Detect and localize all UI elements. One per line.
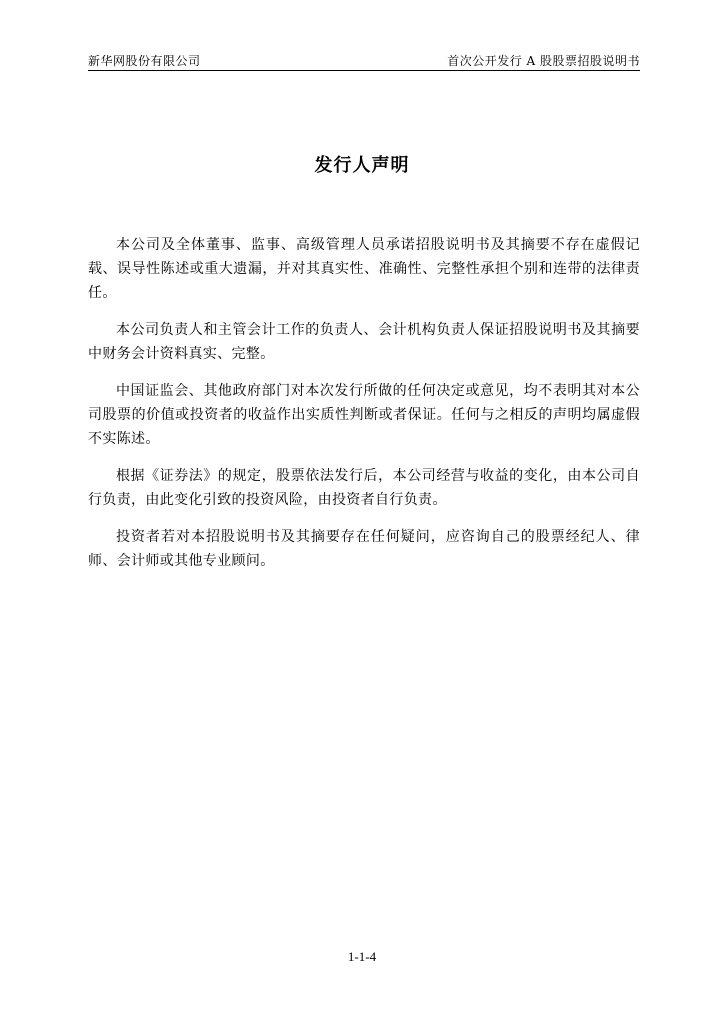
declaration-body xyxy=(88,233,640,586)
paragraph-5: 投资者若对本招股说明书及其摘要存在任何疑问，应咨询自己的股票经纪人、律师、会计师或其他专业顾问。 xyxy=(88,529,640,569)
page-number: 1-1-4 xyxy=(347,949,377,964)
header-divider xyxy=(88,70,640,71)
paragraph-2: 本公司负责人和主管会计工作的负责人、会计机构负责人保证招股说明书及其摘要中财务会计资料真实、完整。 xyxy=(88,322,640,362)
header-company-name: 新华网股份有限公司 xyxy=(88,54,201,68)
page-header xyxy=(88,50,640,70)
paragraph-1: 本公司及全体董事、监事、高级管理人员承诺招股说明书及其摘要不存在虚假记载、误导性陈述或重大遗漏，并对其真实性、准确性、完整性承担个别和连带的法律责任。 xyxy=(88,237,640,301)
paragraph-4: 根据《证券法》的规定，股票依法发行后，本公司经营与收益的变化，由本公司自行负责，由此变化引致的投资风险，由投资者自行负责。 xyxy=(88,468,640,508)
paragraph-3: 中国证监会、其他政府部门对本次发行所做的任何决定或意见，均不表明其对本公司股票的价值或投资者的收益作出实质性判断或者保证。任何与之相反的声明均属虚假不实陈述。 xyxy=(88,383,640,447)
page-title: 发行人声明 xyxy=(314,155,410,176)
header-document-title: 首次公开发行 A 股股票招股说明书 xyxy=(447,54,640,68)
